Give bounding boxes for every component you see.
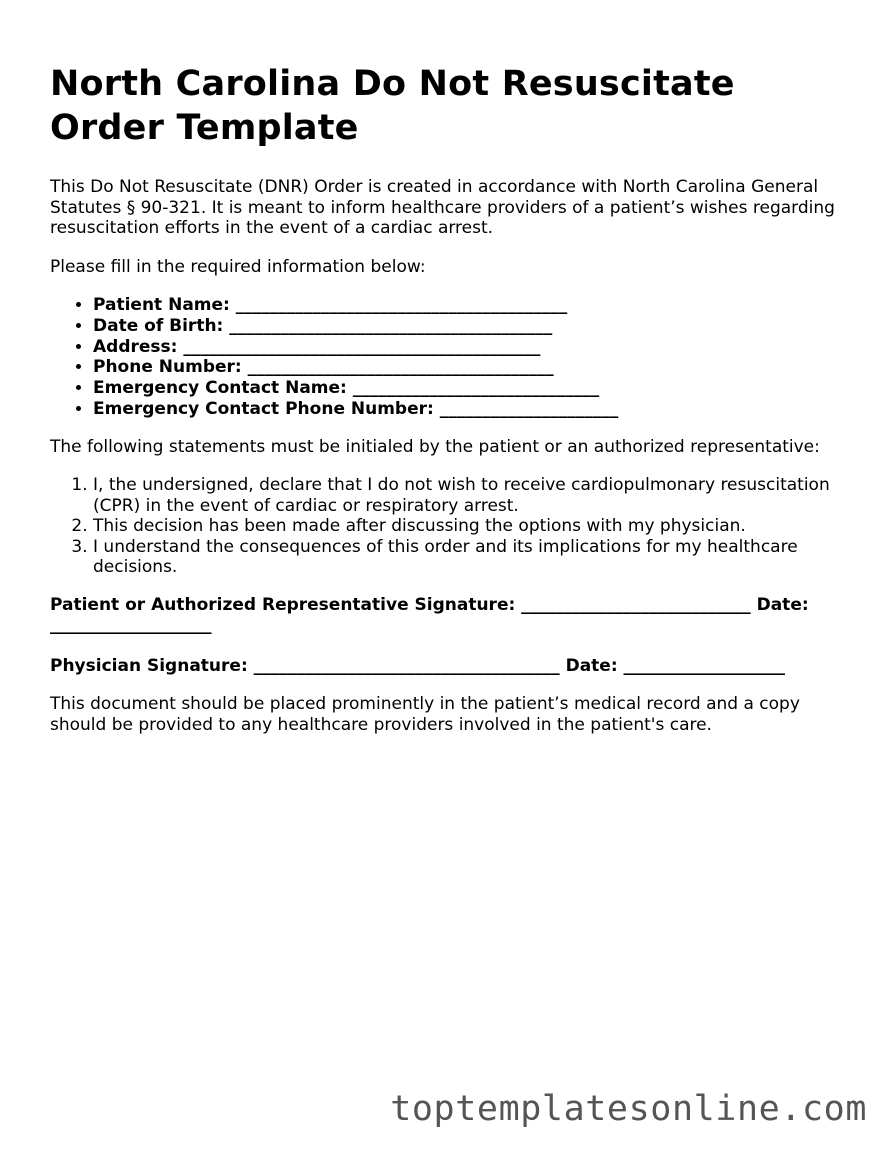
- statements-list: [50, 475, 850, 578]
- statement-item: 1. I, the undersigned, declare that I do not wish to receive cardiopulmonary resuscitation (CPR) in the event of cardiac or respiratory arrest.: [93, 475, 850, 516]
- patient-info-fields: [50, 295, 850, 420]
- instruction-paragraph: Please fill in the required information below:: [50, 256, 426, 277]
- document-title-line-2: Order Template: [50, 108, 359, 148]
- intro-paragraph: This Do Not Resuscitate (DNR) Order is created in accordance with North Carolina General Statutes § 90-321. It is meant to inform healthcare providers of a patient’s wishes regarding resuscitation efforts in the event of a cardiac arrest.: [50, 177, 835, 238]
- field-date-of-birth: • Date of Birth: ______________________________________: [93, 316, 850, 337]
- field-patient-name: • Patient Name: _______________________________________: [93, 295, 850, 316]
- statement-item: 2. This decision has been made after discussing the options with my physician.: [93, 516, 850, 537]
- physician-signature-line: Physician Signature: ____________________________________ Date: ___________________: [50, 655, 786, 676]
- field-emergency-contact-phone: • Emergency Contact Phone Number: _____________________: [93, 399, 850, 420]
- site-watermark: toptemplatesonline.com: [390, 1089, 867, 1129]
- statement-item: 3. I understand the consequences of this order and its implications for my healthcare decisions.: [93, 537, 850, 578]
- patient-signature-line: Patient or Authorized Representative Signature: ___________________________ Date: ___________________: [50, 594, 809, 636]
- document-title-line-1: North Carolina Do Not Resuscitate: [50, 64, 735, 104]
- statements-intro: The following statements must be initialed by the patient or an authorized representative:: [50, 436, 820, 457]
- document-title: [50, 62, 850, 150]
- field-emergency-contact-name: • Emergency Contact Name: _____________________________: [93, 378, 850, 399]
- field-address: • Address: __________________________________________: [93, 337, 850, 358]
- document-page: [50, 62, 850, 753]
- closing-paragraph: This document should be placed prominently in the patient’s medical record and a copy should be provided to any healthcare providers involved in the patient's care.: [50, 694, 800, 735]
- field-phone-number: • Phone Number: ____________________________________: [93, 357, 850, 378]
